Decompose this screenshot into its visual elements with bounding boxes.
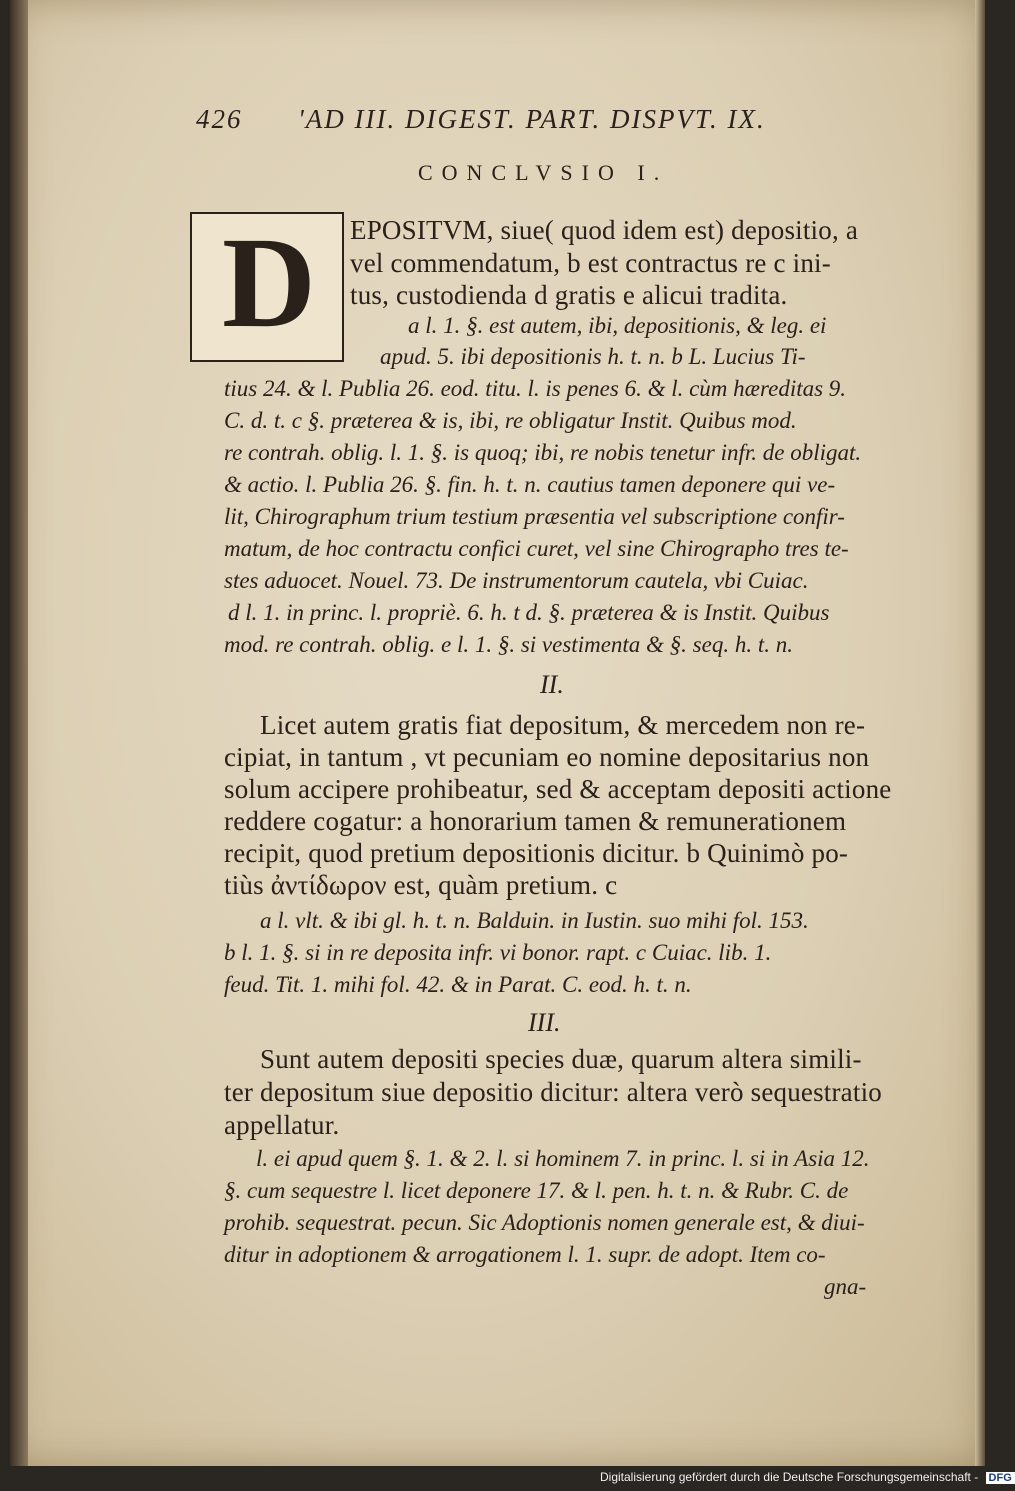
section1-note-3: tius 24. & l. Publia 26. eod. titu. l. is penes 6. & l. cùm hæreditas 9. (224, 376, 847, 401)
section1-note-5: re contrah. oblig. l. 1. §. is quoq; ibi, re nobis tenetur infr. de obligat. (224, 440, 862, 465)
section3-note-5: gna- (824, 1274, 867, 1299)
section3-heading: III. (528, 1008, 561, 1037)
section3-note-4: ditur in adoptionem & arrogationem l. 1. supr. de adopt. Item co- (224, 1242, 826, 1267)
section1-note-9: stes aduocet. Nouel. 73. De instrumentorum cautela, vbi Cuiac. (224, 568, 809, 593)
section1-note-7: lit, Chirographum trium testium præsentia vel subscriptione confir- (224, 504, 845, 529)
section2-line-1: Licet autem gratis fiat depositum, & mercedem non re- (260, 710, 866, 740)
section1-note-6: & actio. l. Publia 26. §. fin. h. t. n. cautius tamen deponere qui ve- (224, 472, 836, 497)
section2-note-3: feud. Tit. 1. mihi fol. 42. & in Parat. C. eod. h. t. n. (224, 972, 692, 997)
book-spine (10, 0, 28, 1466)
section2-note-1: a l. vlt. & ibi gl. h. t. n. Balduin. in Iustin. suo mihi fol. 153. (260, 908, 809, 933)
section2-line-2: cipiat, in tantum , vt pecuniam eo nomine depositarius non (224, 742, 870, 772)
section3-note-3: prohib. sequestrat. pecun. Sic Adoptionis nomen generale est, & diui- (224, 1210, 865, 1235)
section3-line-2: ter depositum siue depositio dicitur: altera verò sequestratio (224, 1077, 882, 1107)
section1-note-1: a l. 1. §. est autem, ibi, depositionis, & leg. ei (408, 313, 827, 338)
section2-line-6: tiùs ἀντίδωρον est, quàm pretium. c (224, 870, 618, 900)
dfg-logo: DFG (986, 1472, 1015, 1484)
section2-heading: II. (540, 670, 564, 699)
decorated-initial (190, 212, 344, 362)
credit-text: Digitalisierung gefördert durch die Deutsche Forschungsgemeinschaft - (600, 1470, 979, 1484)
section1-note-2: apud. 5. ibi depositionis h. t. n. b L. Lucius Ti- (380, 344, 806, 369)
section1-line-3: tus, custodienda d gratis e alicui tradita. (350, 280, 788, 310)
section1-note-10: d l. 1. in princ. l. propriè. 6. h. t d. §. præterea & is Instit. Quibus (228, 600, 830, 625)
section2-line-3: solum accipere prohibeatur, sed & acceptam depositi actione (224, 774, 892, 804)
section2-note-2: b l. 1. §. si in re deposita infr. vi bonor. rapt. c Cuiac. lib. 1. (224, 940, 772, 965)
page-number: 426 (196, 104, 243, 134)
section1-line-1: EPOSITVM, siue( quod idem est) depositio, a (350, 215, 859, 245)
initial-letter: D (222, 211, 316, 355)
running-title: 'AD III. DIGEST. PART. DISPVT. IX. (298, 104, 766, 134)
section1-line-2: vel commendatum, b est contractus re c ini- (350, 248, 831, 278)
section1-note-4: C. d. t. c §. præterea & is, ibi, re obligatur Instit. Quibus mod. (224, 408, 797, 433)
section3-line-1: Sunt autem depositi species duæ, quarum altera simili- (260, 1044, 862, 1074)
section3-note-1: l. ei apud quem §. 1. & 2. l. si hominem 7. in princ. l. si in Asia 12. (256, 1146, 870, 1171)
section3-note-2: §. cum sequestre l. licet deponere 17. & l. pen. h. t. n. & Rubr. C. de (224, 1178, 849, 1203)
page-edge (975, 0, 985, 1466)
digitization-credit (600, 1470, 1015, 1488)
section1-note-11: mod. re contrah. oblig. e l. 1. §. si vestimenta & §. seq. h. t. n. (224, 632, 793, 657)
section3-line-3: appellatur. (224, 1110, 340, 1140)
section1-note-8: matum, de hoc contractu confici curet, vel sine Chirographo tres te- (224, 536, 849, 561)
section-heading-conclusio: CONCLVSIO I. (418, 160, 669, 185)
section2-line-5: recipit, quod pretium depositionis dicitur. b Quinimò po- (224, 838, 849, 868)
section2-line-4: reddere cogatur: a honorarium tamen & remunerationem (224, 806, 847, 836)
